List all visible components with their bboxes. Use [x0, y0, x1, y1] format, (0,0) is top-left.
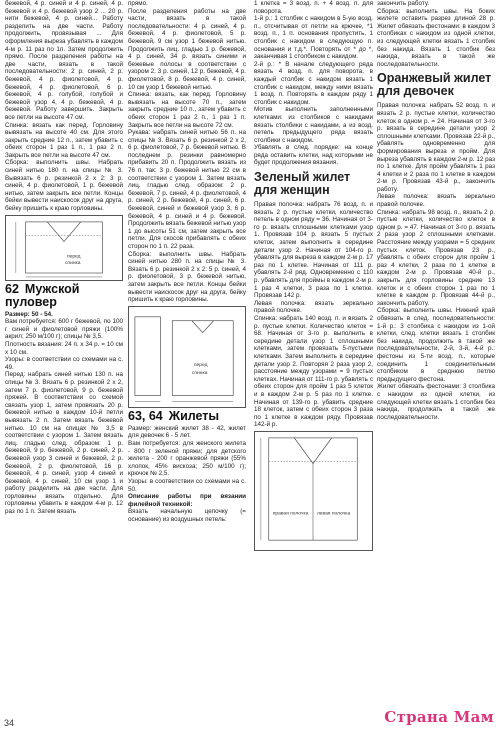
paragraph: 1 клетка = 3 возд. п. + 4 возд. п. для поворота. [254, 0, 373, 15]
paragraph: Плотность вязания: 24 п. х 34 р. = 10 см х 10 см. [5, 341, 123, 356]
paragraph: Узоры: в соответствии со схемами на с. 49. [5, 356, 123, 371]
column-2 [128, 0, 246, 523]
section-title-green-vest: Зеленый жилет для женщин [254, 170, 351, 198]
diagram-label-back: спинка [191, 370, 208, 376]
paragraph: Спинка: набрать 140 возд. п. и вязать 2 р. пустые клетки. Количество клеток = 68. Начиная от 3-го р. выполнить в середине детали узор 1 сплошными клетками, затем провязать 5-пустыми клетками. Затем выполнить в середине детали узор 2. Повторяя 2 раза узор 2, расстояние между узорами = 9 пустых клетках. Начиная от 111-го р. убавлять с обеих сторон для пройм 1 раз 5 клеток и в каждом 2-м р. 5 раз по 1 клетке. Начиная от 139-го р. убавить средние 18 клеток, затем с обеих сторон 3 раза по 1 клетке в каждом ряду. Провязав 142-й р. [254, 314, 373, 429]
column-4 [377, 0, 495, 421]
paragraph: Вязать начальную цепочку (= основание) из воздушных петель: [128, 508, 246, 523]
paragraph: 1-й р.: 1 столбик с накидом в 5-ую возд. п., отсчитывая от петли на крючке, *1 возд. п., 1 п. основания пропустить, 1 столбик с накидом в следующую п. основания и т.д.*. Повторять от * до *, заканчивая 1 столбиком с накидом. [254, 15, 373, 61]
diagram-svg [129, 307, 245, 405]
section-name: Жилеты [168, 408, 220, 423]
size-line: Размер: 50 - 54. [5, 310, 53, 318]
diagram-label-back: спинка [64, 260, 81, 266]
paragraph: Левая полочка: вязать зеркально правой полочке. [254, 299, 373, 315]
paragraph: Жилет обвязать фестонами: 3 столбика с накидом из одной клетки, из следующей клетки вязать 1 столбик без накида, продолжать в такой же последовательности. [377, 383, 495, 421]
pattern-diagram-vest [254, 431, 373, 551]
paragraph: После разделения работы на две части, вязать в такой последовательности: 4 р. синей, 4 р. бежевой, 4 р. фиолетовой, 5 р. бежевой, 9 см узор 1 бежевой нитью. Продолжить лиц. гладью 1 р. бежевой, 4 р. синей, 34 р. вязать синими и бежевые полосы в соответствии с узором 2. 3 р. синей, 12 р. бежевой, 4 р. фиолетовой, 8 р. бежевой, 4 р. синей, 10 см узор 1 бежевой нитью. [128, 7, 246, 91]
paragraph: Сборка: выполнить швы. На боких жилете оставить разрез длиной 28 р. Жилет обвязать фестонами: в каждом 3 столбиках с накидом из одной клетки, из следующей клетки вязать 1 столбик без накида. Вязать 1 столбик без накида, вязать в такой же последовательности. [377, 7, 495, 68]
section-title-63-64 [128, 410, 246, 423]
paragraph: Мотив выполнить заполненными клетками: из столбиков с накидами вязать столбики с накидами, а из возд. петель предыдущего ряда вязать столбики с накидом. [254, 106, 373, 144]
diagram-svg [255, 432, 372, 548]
paragraph: Правая полочка: набрать 76 возд. п. и вязать 2 р. пустые клетки, количество петель в одном ряду = 36. Начиная от 3-го р. вязать сплошными клетками узор 1. Провязав 104 р. вязать 5 пустых клеток, затем выполнить в середине детали узор 2. Начиная от 104-го р. убавлять для выреза в каждом 2-м р. 17 раз по 1 клетке. Начиная от 111 р. убавлять 2-й ряд. Одновременно с 110 р. убавлять для проймы в каждом 2-м р. 1 раз 4 клетки, 3 раза по 1 клетке. Провязав 142 р. [254, 201, 373, 300]
section-title-62 [5, 283, 123, 309]
section-name: Мужской пуловер [5, 281, 80, 309]
pattern-diagram-front-back [5, 215, 123, 281]
paragraph: Убавлять в след. порядке: на конце ряда оставить клетки, над которыми не будет продолжения вязания. [254, 144, 373, 167]
diagram-label-front: перед [193, 362, 208, 368]
paragraph: бежевой, 4 р. синей и 4 р. синей, 4 р. бежевой и 4 р. бежевой узор 2 ... 20 р. нити бежевой, 4 р. синей... Работу разделить на две части. Работу продолжить, провязывая ... Для оформления выреза убавлять в каждом 4-м р. 11 раз по 1п. Затем продолжить прямо. После разделения работы на две части, вязать в такой последовательности: 2 р. синей, 2 р. бежевой, 4 р. фиолетовой, 4 р. бежевой, 4 р. фиолетовой, 6 р. бежевой, 4 р. голубой, голубой и бежевой узор 4, 4 р. бежевой, 4 р. бежевой. Работу завершить. Закрыть все петли на высоте 47 см. [5, 0, 123, 121]
paragraph: Узоры: в соответствии со схемами на с. 50. [128, 477, 246, 493]
paragraph: Спинка: вязать, как перед. Горловину вывязать на высоте 70 п., затем закрыть средние 10 п., затем убавить с обеих сторон 1 раз 2 п., 1 раз 1 п. Закрыть все петли на высоте 72 см. [128, 91, 246, 129]
column-1 [5, 0, 123, 516]
diagram-svg [6, 216, 122, 279]
column-3 [254, 0, 373, 553]
paragraph: Вам потребуется: для женского жилета - 800 г зеленой пряжи; для детского жилета - 200 г оранжевой пряжи (55% хлопок, 45% вискоза; 250 м/100 г); крючок № 2,5. [128, 439, 246, 478]
paragraph: Перед: набрать синей нитью 130 п. на спицы № 3. Вязать 6 р. резинкой 2 х 2, затем 7 р. фиолетовой, 9 р. бежевой пряжей. В соответствии со схемой связать узор 1, затем провязать 20 р. бежевой нитью в каждом 10-й петли вывязать 2 п. Затем вязать бежевой нитью. 10 см на спицах № 3,5 в соответствии с узором 1. Затем вязать лиц. гладью след. образом: 1 р. бежевой, 9 р. бежевой, 2 р. синей, 2 р. бежевой узор 3 синей и бежевой, 2 р. бежевой, 2 р. фиолетовой, 16 р. бежевой, 4 р. синей, узор 4 синей и бежевой, 4 р. синей, 10 см узор 1 и работу разделить на две части. Для горловины вязать отдельно. Для горловины убавить в каждом 4-м р. 12 раз по 1 п. Затем вязать [5, 371, 123, 516]
paragraph: 2-й р.: * В начале следующего ряда вязать 4 возд. п. для поворота, в каждый столбик с накидом вязать 1 столбик с накидом, между ними вязать 1 возд. п. Повторять в каждом ряду 1 столбик с накидом. [254, 60, 373, 106]
size-line: Размер: женский жилет 38 - 42, жилет для девочек 6 - 5 лет. [128, 424, 246, 440]
section-number: 63, 64 [128, 408, 163, 423]
paragraph: Спинка: вязать как перед. Горловину вывязать на высоте 40 см. Для этого закрыть средние 12 п., затем убавить с обеих сторон 1 раз 1 п., 1 раз 2 п. Закрыть все петли на высоте 47 см. [5, 121, 123, 159]
pattern-diagram-sweater [128, 306, 246, 408]
section-title-orange-vest: Оранжевый жилет для девочек [377, 71, 492, 99]
paragraph: Вам потребуется: 600 г бежевой, по 100 г синей и фиолетовой пряжи (100% акрил; 250 м/100 г); спицы № 3,5. [5, 318, 123, 341]
paragraph: закончить работу. [377, 0, 430, 7]
watermark-logo: Страна Мам [384, 708, 494, 726]
paragraph: Левая полочка: вязать зеркально правой полочке. [377, 193, 495, 209]
paragraph: Сборка: выполнить швы. Набрать синей нитью 180 п. на спицы № 3. Вывязать 6 р. резинкой 2 х 2: 3 р. синей, 4 р. фиолетовой, 1 р. бежевой нитью, затем закрыть все петли. Концы бейки вывести наискосок друг на друга, бейку пришить к краю горловины. [5, 159, 123, 213]
page-number: 34 [4, 718, 15, 728]
paragraph: Правая полочка: набрать 52 возд. п. и вязать 2 р. пустые клетки, количество клеток в одном р. = 24. Начиная от 3-го р. вязать в середине детали узор 2 сплошными клетками. Провязав 22-й р., убавлять одновременно для формирования выреза и пройм. Для выреза убавлять в каждом 2-м р. 12 раз по 1 клетке. Для пройм убавлять 1 раз 4 клетки и 2 раза по 1 клетке в каждом 2-м р. Провязав 43-й р., закончить работу. [377, 102, 495, 193]
section-number: 62 [5, 281, 19, 296]
paragraph: Спинка: набрать 98 возд. п., вязать 2 р. пустые клетки, количество клеток в одном р. = 47. Начиная от 3-го р. вязать 2 раза узор 2 сплошными клетками. Расстояние между узорами = 5 средних пустых клеток. Провязав 23 р., убавлять с обеих сторон для пройм 1 раз 4 клетки, 2 раза по 1 клетке в каждом 2-м р. Провязав 40-й р., закрыть для горловины средние 13 клеток и с обеих сторон 1 раз по 1 клетке в каждом р. Провязав 44-й р., закончить работу. [377, 208, 495, 307]
paragraph: Рукава: набрать синей нитью 56 п. на спицы № 3. Вязать 6 р. резинкой 2 х 2, 6 р. фиолетовой, 7 р. бежевой нитью. В последнем р. резинки равномерно прибавить 20 п. Продолжить вязать из 76 п. так: 3 р. бежевой нитью 22 см в соответствии с узором 1. Затем вязать лиц. гладью след. образом: 2 р. бежевой, 7 р. синей, 4 р. фиолетовой, 4 р. синей, 2 р. бежевой, 4 р. синей, 6 р. бежевой, синей и бежевой узор 3, 6 р. бежевой, 4 р. синей и 4 р. бежевой. Продолжить вязать бежевой нитью узор 1 до высоты 51 см, затем закрыть все петли. Для скосов прибавлять с обеих сторон по 1 п. 22 раза. [128, 129, 246, 250]
paragraph: Сборка: выполнить швы. Набрать синей нитью 280 п. на спицы № 3. Вязать 6 р. резинкой 2 х 2: 5 р. синей, 4 р. фиолетовой, 3 р. бежевой нитью, затем закрыть все петли. Концы бейки вывести наискосок друг на друга, бейку пришить к краю горловины. [128, 250, 246, 304]
diagram-label-right-panel: правая полочка [272, 511, 309, 517]
diagram-label-front: перед [66, 253, 81, 259]
diagram-label-left-panel: левая полочка [316, 511, 351, 517]
paragraph: Описание работы при вязании филейной техникой: [128, 493, 246, 508]
paragraph: прямо. [128, 0, 148, 7]
paragraph: Сборка: выполнить швы. Нижний край обвязать в след. последовательности: 1-й р.: 3 столбика с накидом из 1-ой клетки, след. клетки вязать 1 столбик без накида, продолжить в такой же последовательности, 2-й, 3-й, 4-й р.: фестоны из 5-ти возд. п., которые соединить 1 соединительным столбиком в среднюю петлю предыдущего фестона. [377, 307, 495, 383]
